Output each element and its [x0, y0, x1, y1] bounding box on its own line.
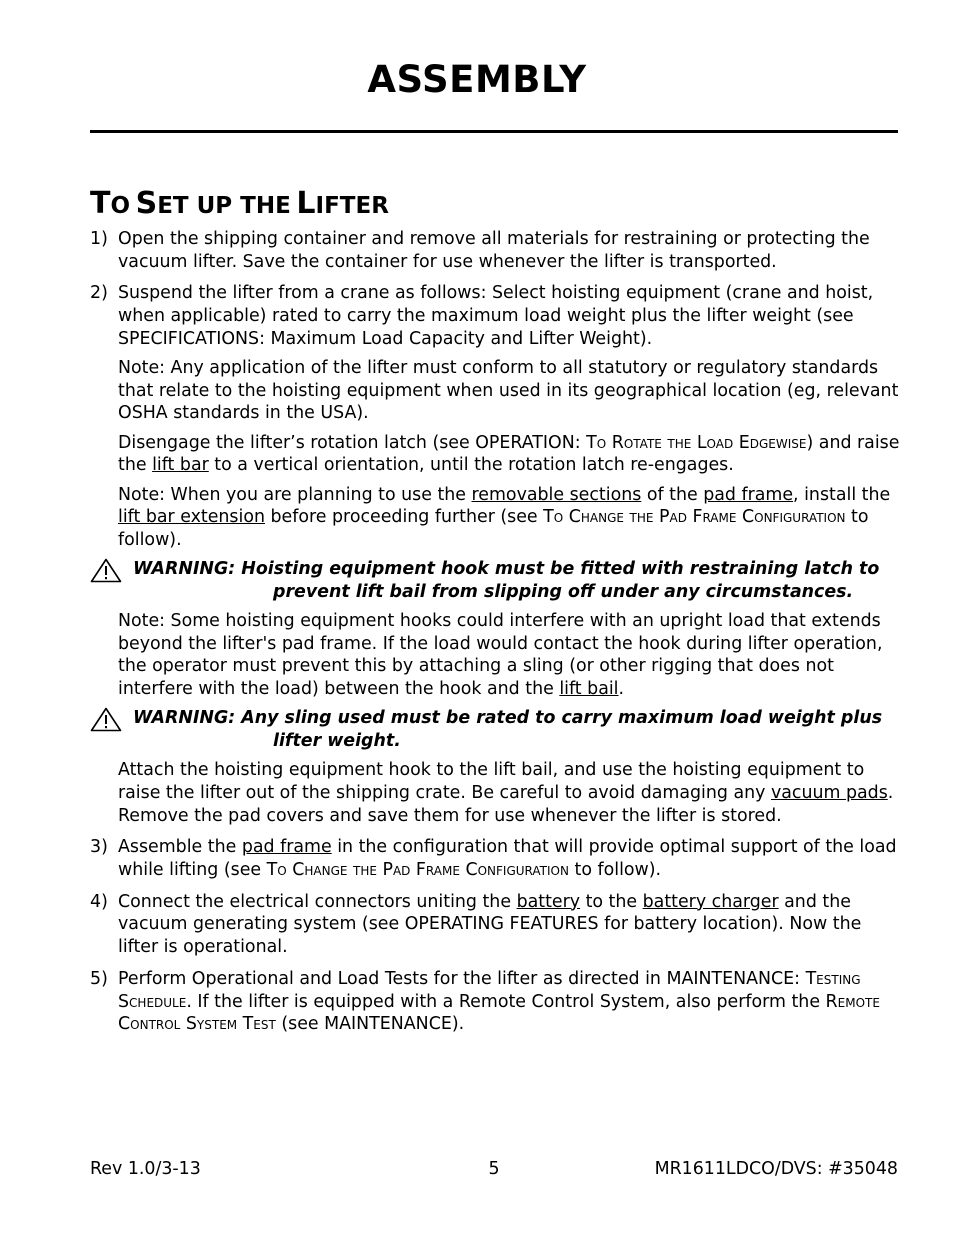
footer-revision: Rev 1.0/3-13	[90, 1159, 201, 1179]
warning-text-cont: prevent lift bail from slipping off under any circumstances.	[273, 581, 854, 602]
warning-triangle-icon	[90, 707, 122, 732]
warning-sling-rating	[90, 707, 905, 752]
term-battery-charger: battery charger	[642, 891, 779, 912]
step-text: Assemble the pad frame in the configuration that will provide optimal support of the load while lifting (see To Change the Pad Frame Configuration to follow).	[118, 837, 897, 881]
step-3	[90, 836, 905, 881]
cross-reference: To Rotate the Load Edgewise	[586, 432, 807, 453]
step-text: Open the shipping container and remove all materials for restraining or protecting the vacuum lifter. Save the container for use whenever the lifter is transported.	[118, 229, 870, 272]
cross-reference: Testing Schedule	[118, 968, 861, 1012]
instructions-list	[90, 228, 905, 1043]
note-hook-interference: Note: Some hoisting equipment hooks could interfere with an upright load that extends beyond the lifter's pad frame. If the load would contact the hook during lifter operation, the operator must prevent this by attaching a sling (or other rigging that does not interfere with the load) between the hook and the lift bail.	[118, 611, 883, 700]
step-text: Perform Operational and Load Tests for the lifter as directed in MAINTENANCE: Testing Schedule. If the lifter is equipped with a Remote Control System, also perform the Remote Control System Test (see MAINTENANCE).	[118, 968, 880, 1035]
step-text: Suspend the lifter from a crane as follows: Select hoisting equipment (crane and hoist, when applicable) rated to carry the maximum load weight plus the lifter weight (see SPECIFICATIONS: Maximum Load Capacity and Lifter Weight).	[118, 283, 874, 349]
step-number: 1)	[90, 229, 108, 249]
attach-hook-text: Attach the hoisting equipment hook to the lift bail, and use the hoisting equipment to raise the lifter out of the shipping crate. Be careful to avoid damaging any vacuum pads. Remove the pad covers and save them for use whenever the lifter is stored.	[118, 760, 894, 826]
term-battery: battery	[516, 891, 581, 912]
step-1	[90, 228, 905, 273]
term-pad-frame: pad frame	[703, 484, 794, 505]
cross-reference: To Change the Pad Frame Configuration	[543, 507, 846, 528]
warning-text-cont: lifter weight.	[273, 731, 401, 752]
step-number: 2)	[90, 283, 108, 304]
page-title: ASSEMBLY	[367, 58, 587, 101]
warning-hook-latch	[90, 558, 905, 603]
warning-triangle-icon	[90, 558, 122, 583]
step-number: 4)	[90, 891, 108, 912]
warning-text: WARNING: Any sling used must be rated to carry maximum load weight plus	[133, 708, 883, 729]
term-pad-frame: pad frame	[241, 837, 332, 858]
warning-text: WARNING: Hoisting equipment hook must be fitted with restraining latch to	[133, 559, 880, 580]
term-lift-bar: lift bar	[152, 455, 209, 476]
rotation-latch-text: Disengage the lifter’s rotation latch (see OPERATION: To Rotate the Load Edgewise) and raise the lift bar to a vertical orientation, until the rotation latch re-engages.	[118, 432, 900, 476]
term-vacuum-pads: vacuum pads	[770, 782, 888, 803]
note-removable-sections: Note: When you are planning to use the removable sections of the pad frame, install the lift bar extension before proceeding further (see To Change the Pad Frame Configuration to follow).	[118, 484, 891, 550]
term-removable-sections: removable sections	[471, 484, 642, 505]
note-osha: Note: Any application of the lifter must conform to all statutory or regulatory standards that relate to the hoisting equipment when used in its geographical location (eg, relevant OSHA standards in the USA).	[118, 358, 899, 424]
step-5	[90, 968, 905, 1036]
term-lift-bail: lift bail	[559, 679, 619, 700]
cross-reference: Remote Control System Test	[118, 991, 880, 1035]
cross-reference: To Change the Pad Frame Configuration	[266, 860, 569, 881]
step-number: 5)	[90, 968, 108, 989]
step-number: 3)	[90, 837, 108, 858]
footer-page-number: 5	[488, 1159, 500, 1179]
step-text: Connect the electrical connectors uniting the battery to the battery charger and the vacuum generating system (see OPERATING FEATURES for battery location). Now the lifter is operational.	[118, 891, 862, 958]
footer-doc-id: MR1611LDCO/DVS: #35048	[654, 1159, 898, 1179]
section-heading: TO SET UP THE LIFTER	[90, 186, 389, 221]
step-2	[90, 282, 905, 827]
step-4	[90, 891, 905, 959]
title-divider	[90, 130, 898, 133]
term-lift-bar-extension: lift bar extension	[118, 507, 265, 528]
